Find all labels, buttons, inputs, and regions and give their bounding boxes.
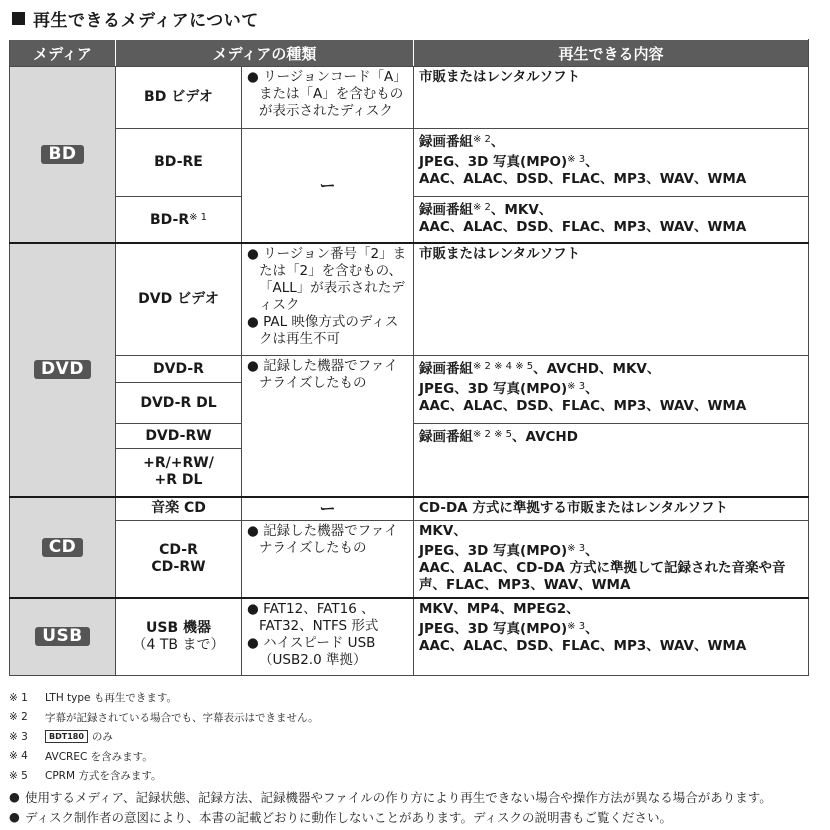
content-text: AAC、ALAC、DSD、FLAC、MP3、WAV、WMA [419,398,747,414]
footnote-text: のみ [91,731,113,744]
footnote-mark: ※ 2 [9,711,28,724]
footnotes [9,688,819,826]
content-text: JPEG、3D 写真(MPO) [419,154,568,170]
footnote-1 [9,688,819,708]
content-text: AAC、ALAC、CD-DA 方式に準拠して記録された音楽や音声、FLAC、MP3、WAV、WMA [419,560,786,593]
content-cd-r-rw [414,521,809,598]
content-text: 、MKV、 [490,202,553,218]
type-text: CD-R [159,541,198,558]
content-text: 録画番組 [419,202,473,218]
dvd-badge: DVD [34,360,91,379]
cond-text: ● ハイスピード USB（USB2.0 準拠） [247,634,376,668]
bullet-icon: ● [9,789,20,804]
usb-badge: USB [35,627,90,646]
content-text: AAC、ALAC、DSD、FLAC、MP3、WAV、WMA [419,171,747,187]
footnote-text: LTH type も再生できます。 [45,692,178,705]
type-subtext: （4 TB まで） [132,636,225,653]
header-media: メディア [10,40,116,67]
footnote-ref: ※ 2 [473,134,491,145]
page-title [12,4,259,32]
type-text: +R DL [154,472,203,489]
content-dvd-video: 市販またはレンタルソフト [414,243,809,356]
bd-badge: BD [41,145,83,164]
type-text: CD-RW [151,558,206,575]
type-cd-r-rw [116,521,242,598]
media-cell-usb [10,598,116,676]
footnote-4 [9,747,819,767]
content-text: 、 [490,134,505,150]
cond-text: ● PAL 映像方式のディスクは再生不可 [247,313,399,347]
footnote-3 [9,727,819,747]
content-text: JPEG、3D 写真(MPO) [419,543,568,559]
model-tag: BDT180 [45,730,88,743]
table-row [10,497,809,521]
page-title-text: 再生できるメディアについて [33,10,259,31]
bullet-text: ディスク制作者の意図により、本書の記載どおりに動作しないことがあります。ディスクの説明書もご覧ください。 [25,809,673,825]
content-text: 録画番組 [419,429,473,445]
media-cell-dvd [10,243,116,497]
type-dvd-r: DVD-R [116,356,242,383]
header-content: 再生できる内容 [414,40,809,67]
content-text: MKV、 [419,523,467,539]
type-dvd-r-dl: DVD-R DL [116,383,242,424]
content-music-cd: CD-DA 方式に準拠する市販またはレンタルソフト [414,497,809,521]
footnote-text: AVCREC を含みます。 [45,750,153,763]
table-row [10,521,809,598]
type-bd-r-label: BD-R [149,212,190,229]
cond-music-cd-dash: ー [242,497,414,521]
cond-dvd-video [242,243,414,356]
type-dvd-plus [116,449,242,497]
footnote-ref: ※ 3 [567,381,586,392]
type-bd-re: BD-RE [116,129,242,197]
content-text: JPEG、3D 写真(MPO) [419,381,568,397]
type-bd-video: BD ビデオ [116,67,242,129]
content-text: 録画番組 [419,134,473,150]
cond-text: ● FAT12、FAT16 、FAT32、NTFS 形式 [247,600,379,634]
footnote-mark: ※ 4 [9,750,28,763]
footnote-ref: ※ 3 [567,620,586,632]
cond-text: ● 記録した機器でファイナライズしたもの [247,358,398,391]
content-text: 、 [585,543,599,559]
cd-badge: CD [42,538,84,557]
content-text: 、 [585,381,599,397]
table-row [10,356,809,383]
footnote-ref: ※ 2 ※ 5 [473,429,513,440]
footnote-text: 字幕が記録されている場合でも、字幕表示はできません。 [45,711,319,724]
content-text: 、AVCHD、MKV、 [533,361,661,377]
bullet-text: 使用するメディア、記録状態、記録方法、記録機器やファイルの作り方により再生できない場合や操作方法が異なる場合があります。 [25,789,772,805]
cond-text: ● 記録した機器でファイナライズしたもの [247,523,398,556]
cond-bd-video [242,67,414,129]
content-text: JPEG、3D 写真(MPO) [419,620,568,637]
content-text: 、AVCHD [512,429,578,445]
footnote-mark: ※ 1 [9,691,28,704]
content-text: 録画番組 [419,361,473,377]
media-cell-cd [10,497,116,598]
type-text: USB 機器 [146,619,211,636]
footnote-ref: ※ 3 [567,154,586,165]
footnote-ref: ※ 2 ※ 4 ※ 5 [473,361,534,372]
footnote-ref: ※ 3 [567,543,586,554]
cond-bd-dash: ー [242,129,414,243]
table-row [10,598,809,676]
type-bd-r [116,197,242,243]
content-usb [414,598,809,676]
content-bd-re [414,129,809,197]
footnote-ref: ※ 2 [473,202,491,213]
type-text: +R/+RW/ [143,455,214,472]
cond-text: ● リージョン番号「2」または「2」を含むもの、「ALL」が表示されたディスク [247,245,407,313]
content-dvd-rw [414,424,809,497]
media-table [9,39,809,676]
footnote-mark: ※ 5 [9,769,28,782]
table-header-row [10,40,809,67]
content-bd-video: 市販またはレンタルソフト [414,67,809,129]
bullet-note-1 [9,788,819,806]
type-music-cd: 音楽 CD [116,497,242,521]
content-text: 、 [585,620,599,637]
bullet-icon: ● [9,809,20,824]
media-cell-bd [10,67,116,243]
content-text: 、 [585,154,599,170]
type-dvd-rw: DVD-RW [116,424,242,449]
table-row [10,243,809,356]
table-row [10,67,809,129]
cond-bd-video-text: ● リージョンコード「A」または「A」を含むものが表示されたディスク [247,69,407,119]
cond-usb [242,598,414,676]
footnote-ref: ※ 1 [189,212,208,224]
content-dvd-r [414,356,809,424]
footnote-text: CPRM 方式を含みます。 [45,770,162,783]
header-types: メディアの種類 [116,40,414,67]
content-text: AAC、ALAC、DSD、FLAC、MP3、WAV、WMA [419,219,747,235]
content-text: MKV、MP4、MPEG2、 [419,600,580,617]
type-dvd-video: DVD ビデオ [116,243,242,356]
cond-cd-finalize [242,521,414,598]
cond-dvd-finalize [242,356,414,497]
content-bd-r [414,197,809,243]
bullet-note-2 [9,808,819,826]
footnote-2 [9,708,819,728]
footnote-mark: ※ 3 [9,730,28,743]
square-bullet-icon [12,12,25,25]
type-usb [116,598,242,676]
table-row [10,129,809,197]
footnote-5 [9,766,819,786]
content-text: AAC、ALAC、DSD、FLAC、MP3、WAV、WMA [419,637,747,654]
